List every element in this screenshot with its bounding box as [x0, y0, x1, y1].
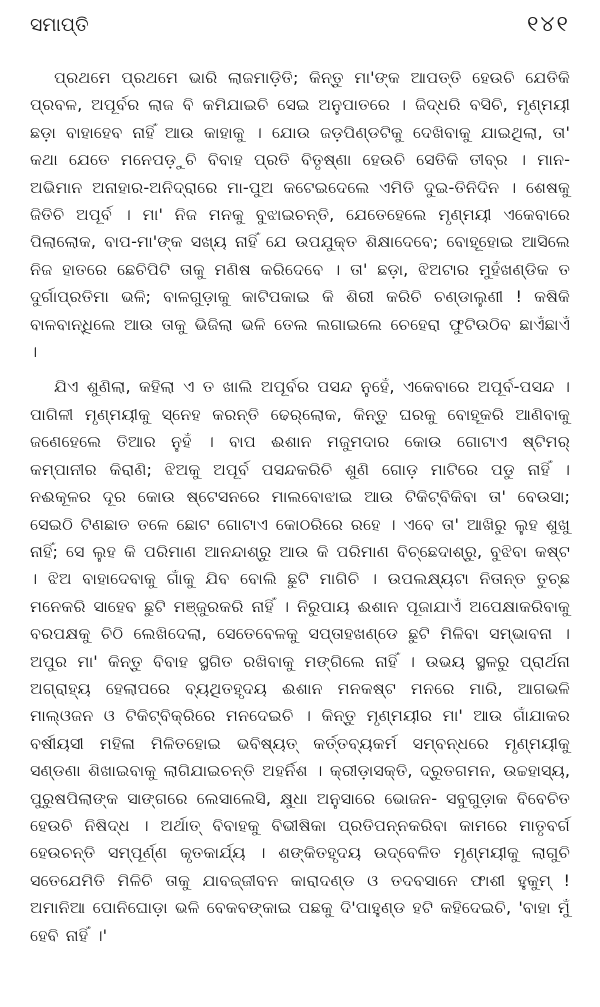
running-header	[30, 8, 570, 42]
body-text	[30, 64, 570, 949]
paragraph: ପ୍ରଥମେ ପ୍ରଥମେ ଭାରି ଲାଜମାଡ଼ିତି; କିନ୍ତୁ ମା'ଙ୍କ ଆପତ୍ତି ହେଉଚି ଯେତିକି ପ୍ରବଳ, ଅପୂର୍ବର ଲାଜ ବି କମିଯାଇଚି ସେଇ ଅନୁପାତରେ । ଜିଦ୍‌ଧରି ବସିଚି, ମୃଣ୍ମୟୀ ଛଡ଼ା ବାହାହେବ ନାହିଁ ଆଉ କାହାକୁ । ଯୋଉ ଜଡ଼ପିଣ୍ଡଟିକୁ ଦେଖିବାକୁ ଯାଇଥିଲା, ତା' କଥା ଯେତେ ମନେପଡ଼ୁଚି ବିବାହ ପ୍ରତି ବିତୃଷ୍ଣା ହେଉଚି ସେତିକି ତୀବ୍ର । ମାନ-ଅଭିମାନ ଅନାହାର-ଅନିଦ୍ରାରେ ମା-ପୁଅ କଟେଇଦେଲେ ଏମିତି ଦୁଇ-ତିନିଦିନ । ଶେଷକୁ ଜିତିଚି ଅପୂର୍ବ । ମା' ନିଜ ମନକୁ ବୁଝାଇଚନ୍ତି, ଯେତେହେଲେ ମୃଣ୍ମୟୀ ଏକେବାରେ ପିଲାଲୋକ, ବାପ-ମା'ଙ୍କ ସଖ୍ୟ ନାହିଁ ଯେ ଉପଯୁକ୍ତ ଶିକ୍ଷାଦେବେ; ବୋହୂହୋଇ ଆସିଲେ ନିଜ ହାତରେ ଛେଚିପିଟି ତାକୁ ମଣିଷ କରିଦେବେ । ତା' ଛଡ଼ା, ଝିଅଟାର ମୁହଁଖଣ୍ଡିକ ତ ଦୁର୍ଗାପ୍ରତିମା ଭଳି; ବାଳଗୁଡ଼ାକୁ କାଟିପକାଇ କି ଶିରୀ କରିଚି ଚଣ୍ଡାଲୁଣୀ ! କଷିକି ବାଳବାନ୍ଧିଲେ ଆଉ ତାକୁ ଭିଜିଲା ଭଳି ତେଲ ଲଗାଇଲେ ଚେହେରା ଫୁଟିଉଠିବ ଛାଏଁଛାଏଁ ।	[30, 68, 570, 362]
page-number: ୧୪୧	[526, 12, 570, 37]
paragraph: ଯିଏ ଶୁଣିଲା, କହିଲା ଏ ତ ଖାଲି ଅପୂର୍ବର ପସନ୍ଦ ନୁହେଁ, ଏକେବାରେ ଅପୂର୍ବ-ପସନ୍ଦ । ପାଗିଳୀ ମୃଣ୍ମୟୀକୁ ସ୍ନେହ କରନ୍ତି ଢେର୍‌ଲୋକ, କିନ୍ତୁ ଘରକୁ ବୋହୂକରି ଆଣିବାକୁ ଜଣେହେଲେ ତିଆର ନୁହଁ । ବାପ ଈଶାନ ମଜୁମଦାର କୋଉ ଗୋଟାଏ ଷ୍ଟିମର୍ କମ୍ପାନୀର କିରାଣି; ଝିଅକୁ ଅପୂର୍ବ ପସନ୍ଦକରିଚି ଶୁଣି ଗୋଡ଼ ମାଟିରେ ପଡୁ ନାହିଁ । ନଈକୂଳର ଦୂର କୋଉ ଷ୍ଟେସନରେ ମାଲବୋଝାଇ ଆଉ ଟିକିଟ୍‌ବିକିବା ତା' ବେଉସା; ସେଇଠି ଟିଣଛାତ ତଳେ ଛୋଟ ଗୋଟାଏ କୋଠରିରେ ରହେ । ଏବେ ତା' ଆଖିରୁ ଲୁହ ଶୁଖୁ ନାହିଁ; ସେ ଲୁହ କି ପରିମାଣ ଆନନ୍ଦାଶ୍ରୁ ଆଉ କି ପରିମାଣ ବିଚ୍ଛେଦାଶ୍ରୁ, ବୁଝିବା କଷ୍ଟ । ଝିଅ ବାହାଦେବାକୁ ଗାଁକୁ ଯିବ ବୋଲି ଛୁଟି ମାଗିଚି । ଉପଲକ୍ଷ୍ୟଟା ନିତାନ୍ତ ତୁଚ୍ଛ ମନେକରି ସାହେବ ଛୁଟି ମଞ୍ଜୁରକରି ନାହିଁ । ନିରୁପାୟ ଈଶାନ ପୂଜାଯାଏଁ ଅପେକ୍ଷାକରିବାକୁ ବରପକ୍ଷକୁ ଚିଠି ଲେଖିଦେଲା, ସେତେବେଳକୁ ସପ୍ତାହଖଣ୍ଡେ ଛୁଟି ମିଳିବା ସମ୍ଭାବନା । ଅପୁର ମା' କିନ୍ତୁ ବିବାହ ସ୍ଥଗିତ ରଖିବାକୁ ମଙ୍ଗିଲେ ନାହିଁ । ଉଭୟ ସ୍ଥଳରୁ ପ୍ରାର୍ଥନା ଅଗ୍ରାହ୍ୟ ହେଲାପରେ ବ୍ୟଥିତହୃଦୟ ଈଶାନ ମନକଷ୍ଟ ମନରେ ମାରି, ଆଗଭଳି ମାଲ୍‌ଓଜନ ଓ ଟିକିଟ୍‌ବିକ୍ରିରେ ମନଦେଇଚି । କିନ୍ତୁ ମୃଣ୍ମୟୀର ମା' ଆଉ ଗାଁଯାକର ବର୍ଷୀୟସୀ ମହିଳା ମିଳିତହୋଇ ଭବିଷ୍ୟତ୍ କର୍ତ୍ତବ୍ୟକର୍ମ ସମ୍ବନ୍ଧରେ ମୃଣ୍ମୟୀକୁ ସଣ୍ଡଣା ଶିଖାଇବାକୁ ଲାଗିଯାଇଚନ୍ତି ଅହର୍ନିଶ । କ୍ରୀଡ଼ାସକ୍ତି, ଦ୍ରୁତଗମନ, ଉଚ୍ଚହାସ୍ୟ, ପୁରୁଷପିଲାଙ୍କ ସାଙ୍ଗରେ ଲେସାଲେସି, କ୍ଷୁଧା ଅନୁସାରେ ଭୋଜନ- ସବୁଗୁଡ଼ାକ ବିବେଚିତ ହେଉଚି ନିଷିଦ୍ଧ । ଅର୍ଥାତ୍ ବିବାହକୁ ବିଭୀଷିକା ପ୍ରତିପନ୍ନକରିବା କାମରେ ମାତୃବର୍ଗ ହେଉଚନ୍ତି ସମ୍ପୂର୍ଣ୍ଣ କୃତକାର୍ଯ୍ୟ । ଶଙ୍କିତହୃଦୟ ଉଦ୍ବେଳିତ ମୃଣ୍ମୟୀକୁ ଲାଗୁଚି ସତେଯେମିତି ମିଳିଚି ତାକୁ ଯାବଜ୍ଜୀବନ କାରାଦଣ୍ଡ ଓ ତଦବସାନେ ଫାଶୀ ହୁକୁମ୍ ! ଅମାନିଆ ପୋନିଘୋଡ଼ା ଭଳି ବେକବଙ୍କାଇ ପଛକୁ ଦି'ପାହୁଣ୍ଡ ହଟି କହିଦେଇଚି, 'ବାହା ମୁଁ ହେବି ନାହିଁ ।'	[30, 377, 570, 945]
chapter-title: ସମାପ୍ତି	[30, 14, 89, 36]
